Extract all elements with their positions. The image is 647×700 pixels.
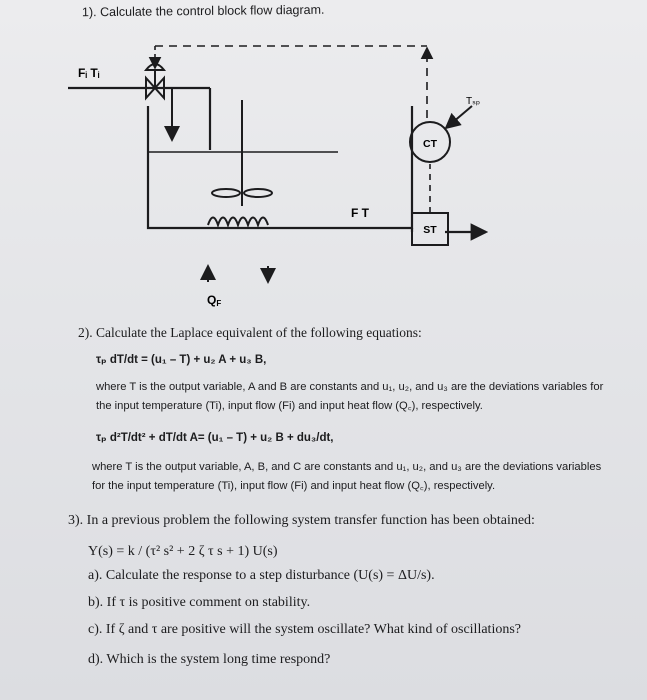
inlet-label: Fᵢ Tᵢ [78, 66, 100, 80]
agitator-icon [212, 100, 272, 206]
outlet-label: F T [351, 206, 369, 220]
equation-2: τₚ d²T/dt² + dT/dt A= (u₁ – T) + u₂ B + du₃/dt, [96, 432, 334, 444]
process-diagram [0, 0, 647, 320]
part-c: c). If ζ and τ are positive will the system oscillate? What kind of oscillations? [88, 622, 521, 637]
part-d: d). Which is the system long time respond? [88, 652, 331, 667]
sensor-label: ST [423, 224, 437, 236]
equation-1-description: where T is the output variable, A and B are constants and u₁, u₂, and u₃ are the deviations variables for the input temperature (Ti), input flow (Fi) and input heat flow (Q꜀), respectively. [96, 381, 604, 412]
setpoint-label: Tₛₚ [466, 96, 481, 107]
heating-coil-icon [208, 218, 268, 226]
equation-2-description: where T is the output variable, A, B, and C are constants and u₁, u₂, and u₃ are the deviations variables for the input temperature (Ti), input flow (Fi) and input heat flow (Q꜀), respectively. [92, 461, 602, 492]
transfer-function: Y(s) = k / (τ² s² + 2 ζ τ s + 1) U(s) [88, 544, 278, 559]
tank [148, 106, 412, 228]
part-a: a). Calculate the response to a step disturbance (U(s) = ΔU/s). [88, 568, 435, 583]
question-1-title: 1). Calculate the control block flow diagram. [81, 2, 325, 20]
heat-label: QF [207, 293, 222, 308]
part-b: b). If τ is positive comment on stability. [88, 595, 311, 610]
equation-1: τₚ dT/dt = (u₁ – T) + u₂ A + u₃ B, [96, 354, 267, 366]
setpoint-arrow [446, 106, 472, 128]
question-2-title: 2). Calculate the Laplace equivalent of the following equations: [78, 325, 422, 340]
question-3-title: 3). In a previous problem the following system transfer function has been obtained: [68, 513, 535, 528]
controller-label: CT [423, 138, 437, 150]
control-valve-icon [146, 64, 164, 98]
